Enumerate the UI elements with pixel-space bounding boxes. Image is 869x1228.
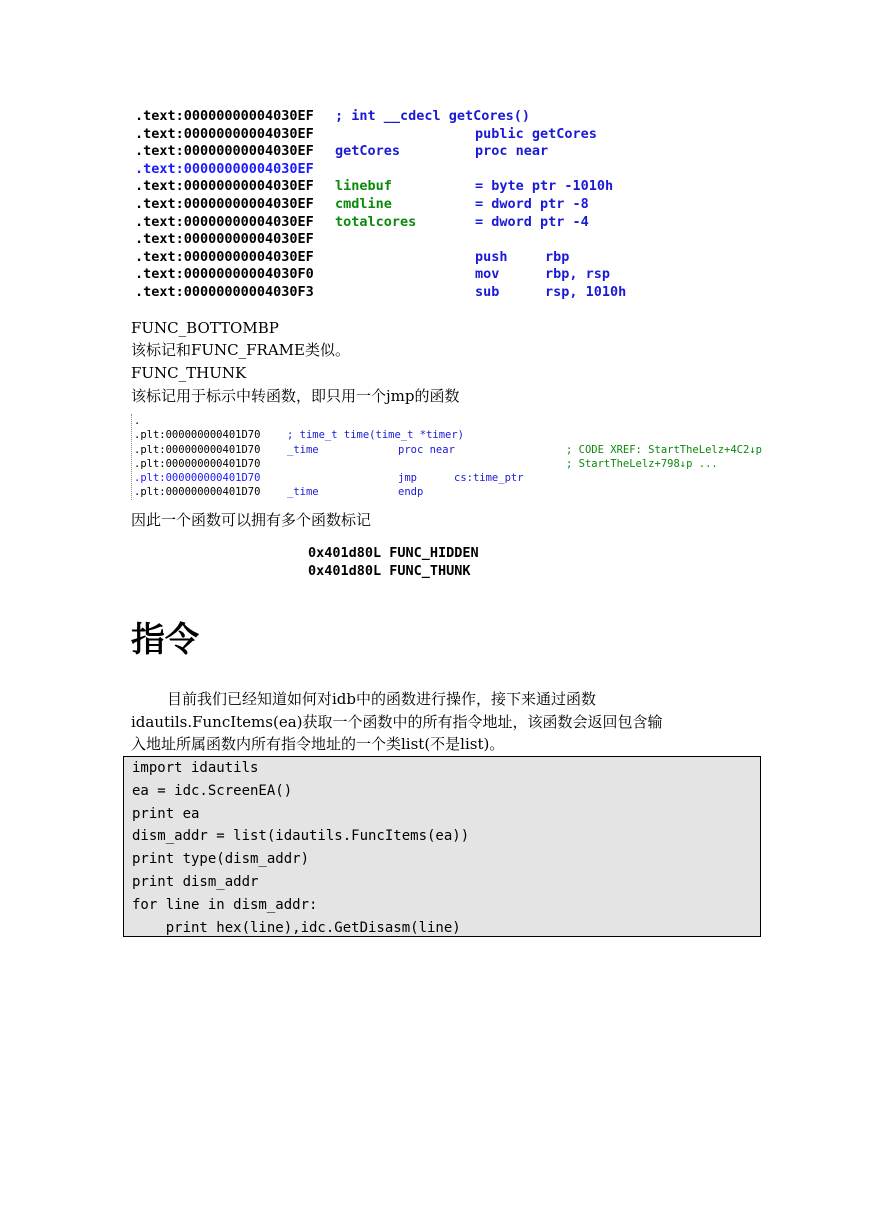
ida1-column: getCores [335, 143, 401, 160]
ida2-column: cs:time_ptr [454, 472, 524, 485]
ida1-column: = byte ptr -1010h [475, 178, 614, 195]
ida1-address: .text:00000000004030EF [135, 160, 314, 177]
code-line: ea = idc.ScreenEA() [132, 782, 293, 799]
ida1-line [135, 231, 314, 249]
ida2-address: .plt:000000000401D70 [134, 472, 261, 485]
func-bottombp-label: FUNC_BOTTOMBP [131, 319, 279, 337]
ida1-line [135, 178, 614, 196]
ida1-line [135, 283, 627, 302]
ida2-address: .plt:000000000401D70 [134, 429, 261, 442]
flags-output [308, 544, 479, 580]
ida1-line [135, 161, 314, 179]
ida1-address: .text:00000000004030EF [135, 125, 314, 142]
ida2-line [132, 471, 792, 485]
ida1-address: .text:00000000004030EF [135, 231, 314, 248]
ida2-comment: ; CODE XREF: StartTheLelz+4C2↓p [566, 443, 762, 456]
func-bottombp-description: 该标记和FUNC_FRAME类似。 [131, 341, 350, 359]
ida1-line [135, 248, 570, 267]
ida2-column: _time [287, 443, 319, 456]
ida-listing-time-thunk [131, 414, 792, 500]
ida1-column: rbp, rsp [545, 266, 611, 283]
ida1-column: totalcores [335, 213, 417, 230]
paragraph-line: 目前我们已经知道如何对idb中的函数进行操作，接下来通过函数 [167, 690, 597, 708]
ida1-address: .text:00000000004030EF [135, 178, 314, 195]
func-thunk-description: 该标记用于标示中转函数，即只用一个jmp的函数 [131, 387, 460, 405]
ida1-address: .text:00000000004030EF [135, 195, 314, 212]
ida2-column: proc near [398, 443, 455, 456]
func-thunk-label: FUNC_THUNK [131, 364, 247, 382]
ida1-column: linebuf [335, 178, 392, 195]
ida2-line [132, 485, 792, 499]
body-paragraph [131, 688, 751, 756]
ida1-column: = dword ptr -4 [475, 213, 589, 230]
code-line: dism_addr = list(idautils.FuncItems(ea)) [132, 828, 470, 845]
ida2-column: endp [398, 486, 424, 499]
code-line: print dism_addr [132, 873, 259, 890]
ida2-line [132, 428, 792, 442]
ida1-address: .text:00000000004030EF [135, 213, 314, 230]
ida2-line [132, 457, 792, 471]
ida2-address: .plt:000000000401D70 [134, 457, 261, 470]
ida1-line [135, 108, 531, 126]
flags-line: 0x401d80L FUNC_HIDDEN [308, 545, 479, 561]
ida1-line [135, 143, 549, 161]
ida2-column: _time [287, 486, 319, 499]
flags-line: 0x401d80L FUNC_THUNK [308, 563, 471, 579]
ida1-address: .text:00000000004030EF [135, 248, 314, 265]
ida1-line [135, 213, 589, 232]
ida1-address: .text:00000000004030F0 [135, 266, 314, 283]
ida1-column: public getCores [475, 125, 597, 142]
ida1-line [135, 195, 589, 214]
ida2-line [132, 414, 792, 428]
ida1-column: ; int __cdecl getCores() [335, 108, 531, 124]
ida1-column: cmdline [335, 195, 392, 212]
paragraph-line: idautils.FuncItems(ea)获取一个函数中的所有指令地址，该函数会返回包含输 [131, 712, 663, 731]
code-block [123, 756, 761, 937]
ida2-address: .plt:000000000401D70 [134, 443, 261, 456]
code-line: print ea [132, 805, 200, 822]
ida2-column: ; time_t time(time_t *timer) [287, 429, 465, 442]
ida1-address: .text:00000000004030EF [135, 143, 314, 160]
paragraph-line: 入地址所属函数内所有指令地址的一个类list(不是list)。 [131, 735, 505, 753]
ida2-address: .plt:000000000401D70 [134, 486, 261, 499]
ida1-line [135, 266, 611, 284]
code-line: import idautils [132, 760, 259, 776]
code-line: print type(dism_addr) [132, 851, 310, 868]
ida1-column: proc near [475, 143, 549, 160]
ida1-column: sub [475, 283, 500, 300]
ida1-line [135, 125, 597, 144]
ida1-column: push [475, 248, 508, 265]
code-line: print hex(line),idc.GetDisasm(line) [132, 919, 461, 936]
ida2-address: . [134, 415, 141, 427]
ida1-column: = dword ptr -8 [475, 195, 589, 212]
ida2-column: jmp [398, 472, 417, 485]
ida1-address: .text:00000000004030EF [135, 108, 314, 124]
ida1-address: .text:00000000004030F3 [135, 283, 314, 300]
section-heading: 指令 [131, 620, 199, 660]
multi-flags-text: 因此一个函数可以拥有多个函数标记 [131, 511, 372, 529]
ida2-line [132, 443, 792, 457]
code-line: for line in dism_addr: [132, 896, 318, 913]
ida-listing-getcores [135, 108, 627, 302]
ida1-column: mov [475, 266, 500, 283]
ida2-comment: ; StartTheLelz+798↓p ... [566, 457, 718, 470]
ida1-column: rbp [545, 248, 570, 265]
ida1-column: rsp, 1010h [545, 283, 627, 300]
